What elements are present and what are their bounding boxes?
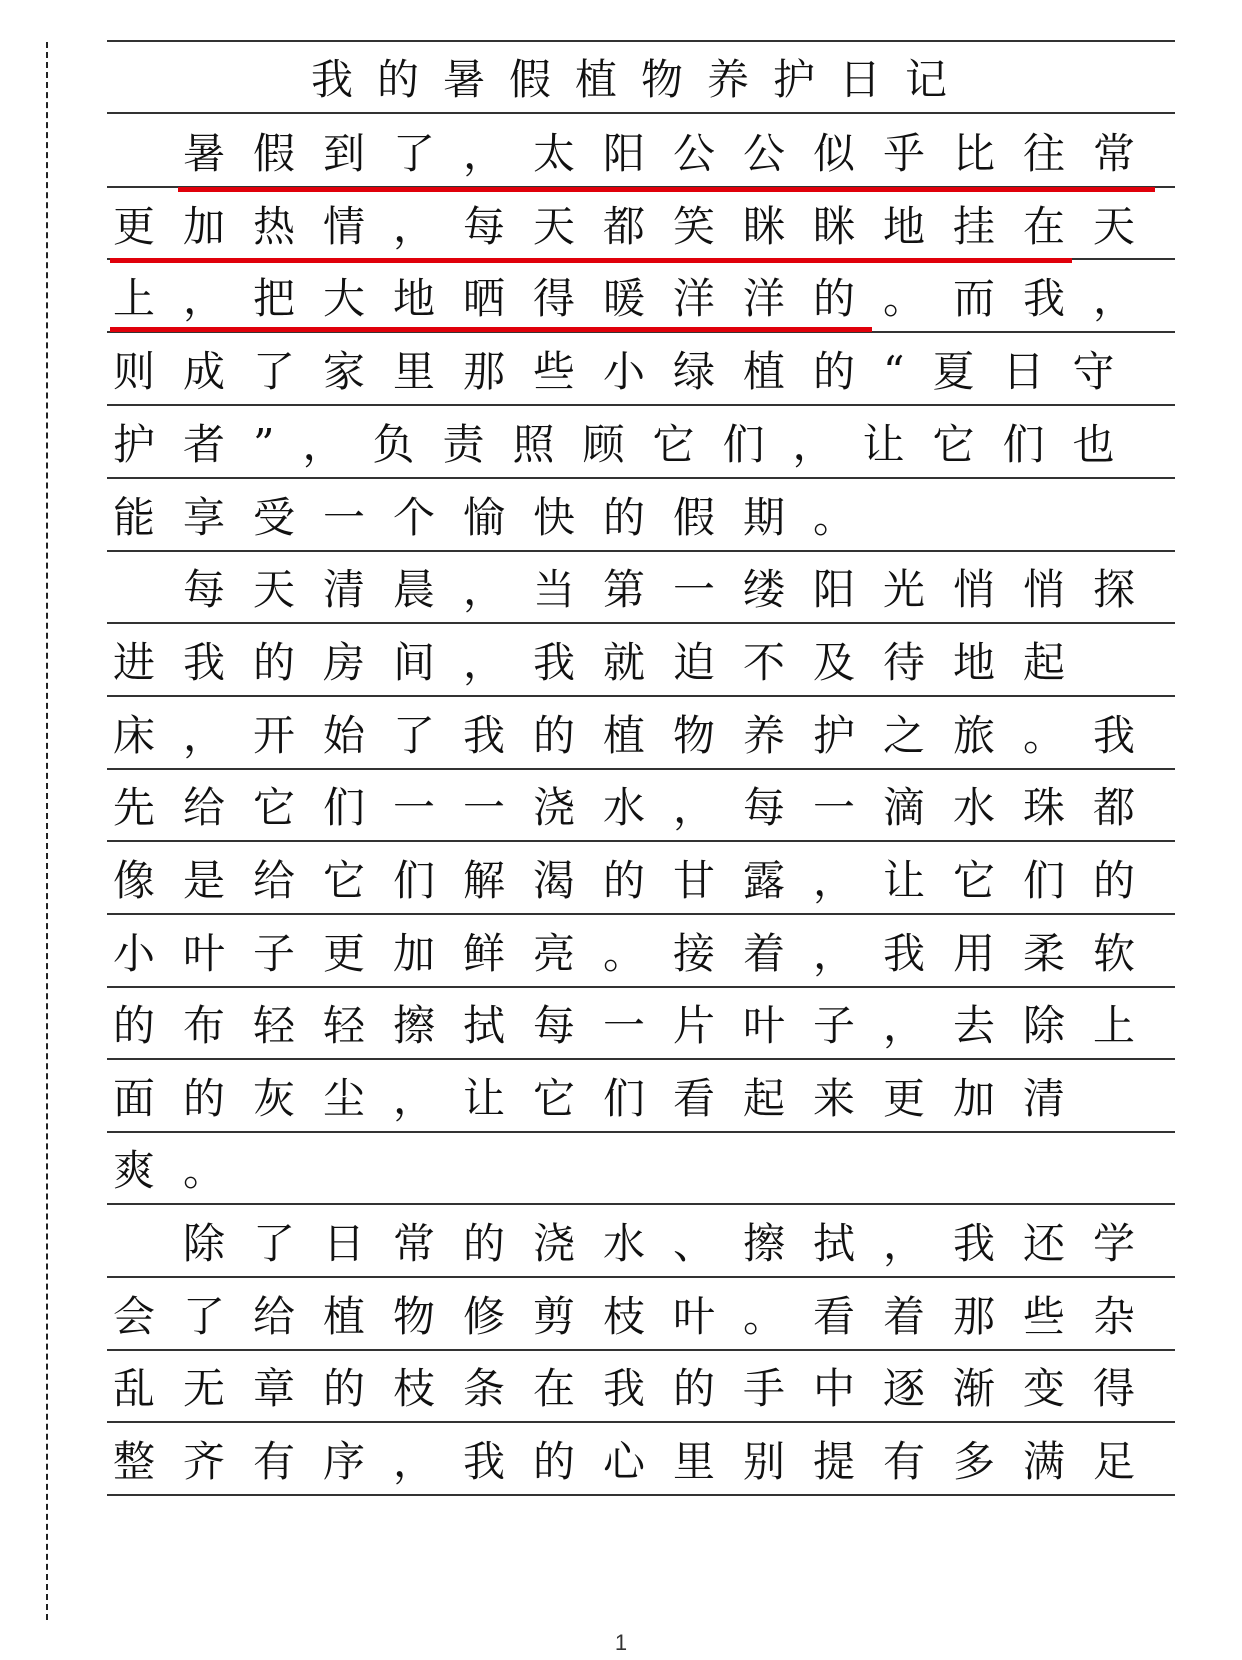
red-underline bbox=[110, 258, 1072, 263]
text-line: 除了日常的浇水、擦拭，我还学 bbox=[183, 1219, 1164, 1268]
page-number: 1 bbox=[614, 1630, 628, 1655]
text-line: 的布轻轻擦拭每一片叶子，去除上 bbox=[113, 1001, 1164, 1050]
binding-margin-line bbox=[46, 42, 48, 1620]
rule-line bbox=[107, 913, 1175, 915]
text-line: 整齐有序，我的心里别提有多满足 bbox=[113, 1437, 1164, 1486]
rule-line bbox=[107, 1494, 1175, 1496]
rule-line bbox=[107, 404, 1175, 406]
rule-line bbox=[107, 986, 1175, 988]
red-underline bbox=[110, 327, 872, 332]
text-line: 进我的房间，我就迫不及待地起 bbox=[113, 638, 1094, 687]
rule-line bbox=[107, 768, 1175, 770]
rule-line bbox=[107, 477, 1175, 479]
text-line: 护者”，负责照顾它们，让它们也 bbox=[113, 420, 1143, 469]
rule-line bbox=[107, 1276, 1175, 1278]
text-line: 面的灰尘，让它们看起来更加清 bbox=[113, 1074, 1094, 1123]
text-line: 更加热情，每天都笑眯眯地挂在天 bbox=[113, 202, 1164, 251]
text-line: 则成了家里那些小绿植的“夏日守 bbox=[113, 347, 1143, 396]
red-underline bbox=[178, 187, 1155, 192]
text-line: 暑假到了，太阳公公似乎比往常 bbox=[183, 129, 1164, 178]
page-title: 我的暑假植物养护日记 bbox=[310, 55, 971, 104]
text-line: 上，把大地晒得暖洋洋的。而我， bbox=[113, 274, 1164, 323]
text-line: 小叶子更加鲜亮。接着，我用柔软 bbox=[113, 929, 1164, 978]
rule-line bbox=[107, 622, 1175, 624]
text-line: 爽。 bbox=[113, 1146, 254, 1195]
rule-line bbox=[107, 695, 1175, 697]
rule-line bbox=[107, 550, 1175, 552]
rule-line bbox=[107, 1203, 1175, 1205]
text-line: 乱无章的枝条在我的手中逐渐变得 bbox=[113, 1364, 1164, 1413]
text-line: 能享受一个愉快的假期。 bbox=[113, 493, 884, 542]
rule-line bbox=[107, 1131, 1175, 1133]
text-line: 会了给植物修剪枝叶。看着那些杂 bbox=[113, 1292, 1164, 1341]
text-line: 先给它们一一浇水，每一滴水珠都 bbox=[113, 783, 1164, 832]
rule-line bbox=[107, 112, 1175, 114]
text-line: 床，开始了我的植物养护之旅。我 bbox=[113, 711, 1164, 760]
rule-line bbox=[107, 840, 1175, 842]
rule-line bbox=[107, 1349, 1175, 1351]
text-line: 像是给它们解渴的甘露，让它们的 bbox=[113, 856, 1164, 905]
rule-line bbox=[107, 1058, 1175, 1060]
rule-line bbox=[107, 1421, 1175, 1423]
text-line: 每天清晨，当第一缕阳光悄悄探 bbox=[183, 565, 1164, 614]
